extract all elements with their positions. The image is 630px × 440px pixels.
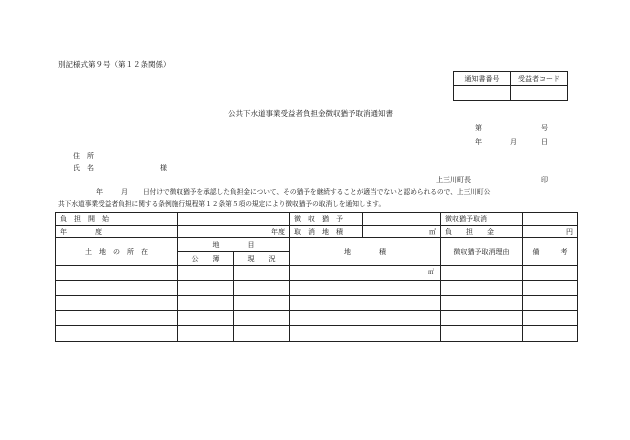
reason-header: 徴収猶予取消理由 [441, 238, 523, 266]
body-line-1-year: 年 [96, 188, 103, 196]
body-line-2: 共下水道事業受益者負担に関する条例施行規程第１２条第５項の規定により徴収猶予の取消しを通知します。 [58, 200, 386, 208]
amount-label-bottom: 負 担 金 [441, 226, 523, 238]
chiseki-header: 地 積 [290, 238, 441, 266]
seal-mark: 印 [541, 176, 548, 184]
body-line-1: 日付けで徴収猶予を承認した負担金について、その猶予を継続することが適当でないと認められるので、上三川町公 [143, 188, 491, 196]
genkyo-header: 現 況 [234, 252, 290, 266]
location-header: 土 地 の 所 在 [56, 238, 178, 266]
area-value: ㎡ [363, 226, 441, 238]
date-day: 日 [541, 138, 548, 146]
date-year: 年 [475, 138, 482, 146]
cancellation-table [55, 212, 578, 342]
amount-value: 円 [523, 226, 578, 238]
code-table [453, 71, 568, 101]
area-value-top [363, 213, 441, 226]
start-year-label-top: 負 担 開 始 [56, 213, 178, 226]
form-number: 別記様式第９号（第１２条関係） [58, 60, 171, 69]
table-row [56, 281, 578, 296]
amount-value-top [523, 213, 578, 226]
start-year-value-top [178, 213, 290, 226]
date-month: 月 [510, 138, 517, 146]
table-row [56, 326, 578, 342]
table-row [56, 311, 578, 326]
notice-number-header: 通知書番号 [454, 72, 511, 86]
number-suffix: 号 [541, 124, 548, 132]
amount-label-top: 徴収猶予取消 [441, 213, 523, 226]
issuer-name: 上三川町長 [436, 176, 471, 184]
remarks-header: 備 考 [523, 238, 578, 266]
start-year-label-bottom: 年 度 [56, 226, 178, 238]
koubo-header: 公 簿 [178, 252, 234, 266]
number-prefix: 第 [475, 124, 482, 132]
area-label-top: 徴 収 猶 予 [290, 213, 363, 226]
document-title: 公共下水道事業受益者負担金徴収猶予取消通知書 [228, 109, 393, 118]
start-year-value: 年度 [178, 226, 290, 238]
beneficiary-code-header: 受益者コード [511, 72, 568, 86]
name-label: 氏 名 [73, 164, 94, 172]
row-area-cell: ㎡ [290, 266, 441, 281]
honorific: 様 [160, 164, 167, 172]
body-line-1-month: 月 [121, 188, 128, 196]
beneficiary-code-cell [511, 86, 568, 101]
chimoku-header: 地 目 [178, 238, 290, 252]
table-row [56, 296, 578, 311]
address-label: 住 所 [73, 152, 94, 160]
notice-number-cell [454, 86, 511, 101]
table-row [56, 266, 578, 281]
area-label-bottom: 取 消 地 積 [290, 226, 363, 238]
